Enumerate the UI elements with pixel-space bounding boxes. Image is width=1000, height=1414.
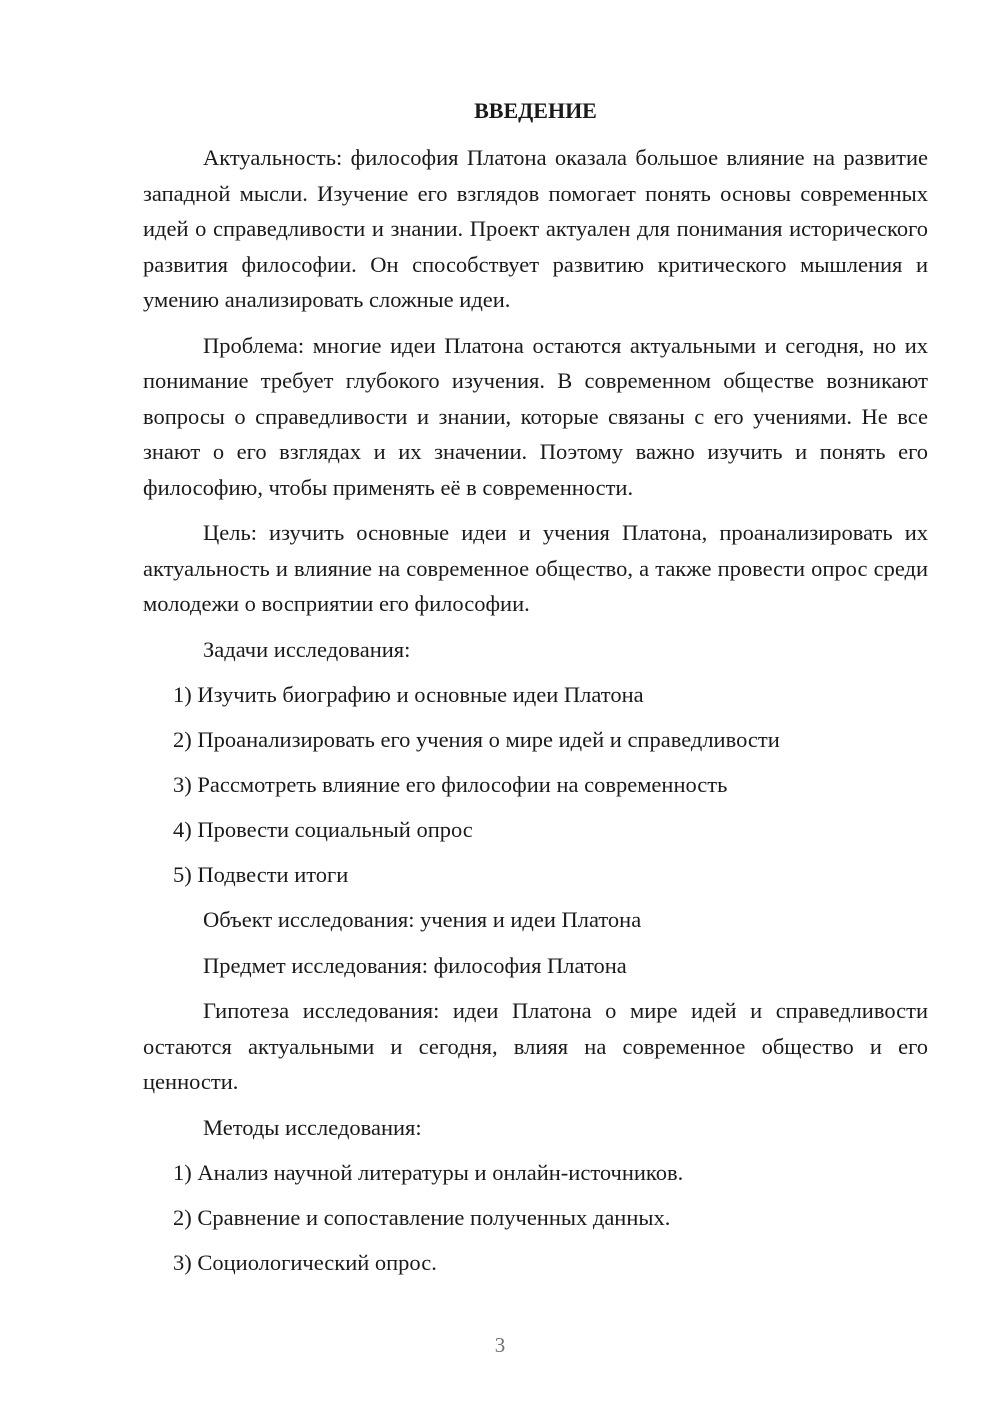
object-paragraph: Объект исследования: учения и идеи Платона xyxy=(203,907,642,932)
hypothesis-paragraph: Гипотеза исследования: идеи Платона о мире идей и справедливости остаются актуальными и сегодня, влияя на современное общество и его ценности. xyxy=(143,998,928,1094)
subject-paragraph: Предмет исследования: философия Платона xyxy=(203,952,627,978)
problem-paragraph: Проблема: многие идеи Платона остаются актуальными и сегодня, но их понимание требует глубокого изучения. В современном обществе возникают вопросы о справедливости и знании, которые связаны с его учениями. Не все знают о его взглядах и их значении. Поэтому важно изучить и понять его философию, чтобы применять её в современности. xyxy=(143,332,928,500)
task-item: 4) Провести социальный опрос xyxy=(173,817,473,842)
relevance-paragraph: Актуальность: философия Платона оказала большое влияние на развитие западной мысли. Изучение его взглядов помогает понять основы современных идей о справедливости и знании. Проект актуален для понимания исторического развития философии. Он способствует развитию критического мышления и умению анализировать сложные идеи. xyxy=(143,145,928,312)
method-item: 3) Социологический опрос. xyxy=(173,1250,437,1275)
task-item: 5) Подвести итоги xyxy=(173,862,349,887)
page-number: 3 xyxy=(494,1333,506,1357)
goal-paragraph: Цель: изучить основные идеи и учения Платона, проанализировать их актуальность и влияние на современное общество, а также провести опрос среди молодежи о восприятии его философии. xyxy=(143,520,928,616)
method-item: 2) Сравнение и сопоставление полученных данных. xyxy=(173,1205,671,1230)
page-heading: ВВЕДЕНИЕ xyxy=(474,98,597,123)
methods-title: Методы исследования: xyxy=(203,1114,422,1140)
tasks-title: Задачи исследования: xyxy=(203,636,411,662)
method-item: 1) Анализ научной литературы и онлайн-источников. xyxy=(173,1160,684,1185)
task-item: 3) Рассмотреть влияние его философии на современность xyxy=(173,772,728,797)
task-item: 1) Изучить биографию и основные идеи Платона xyxy=(173,682,644,707)
task-item: 2) Проанализировать его учения о мире идей и справедливости xyxy=(173,727,780,752)
document-page xyxy=(143,96,928,1290)
